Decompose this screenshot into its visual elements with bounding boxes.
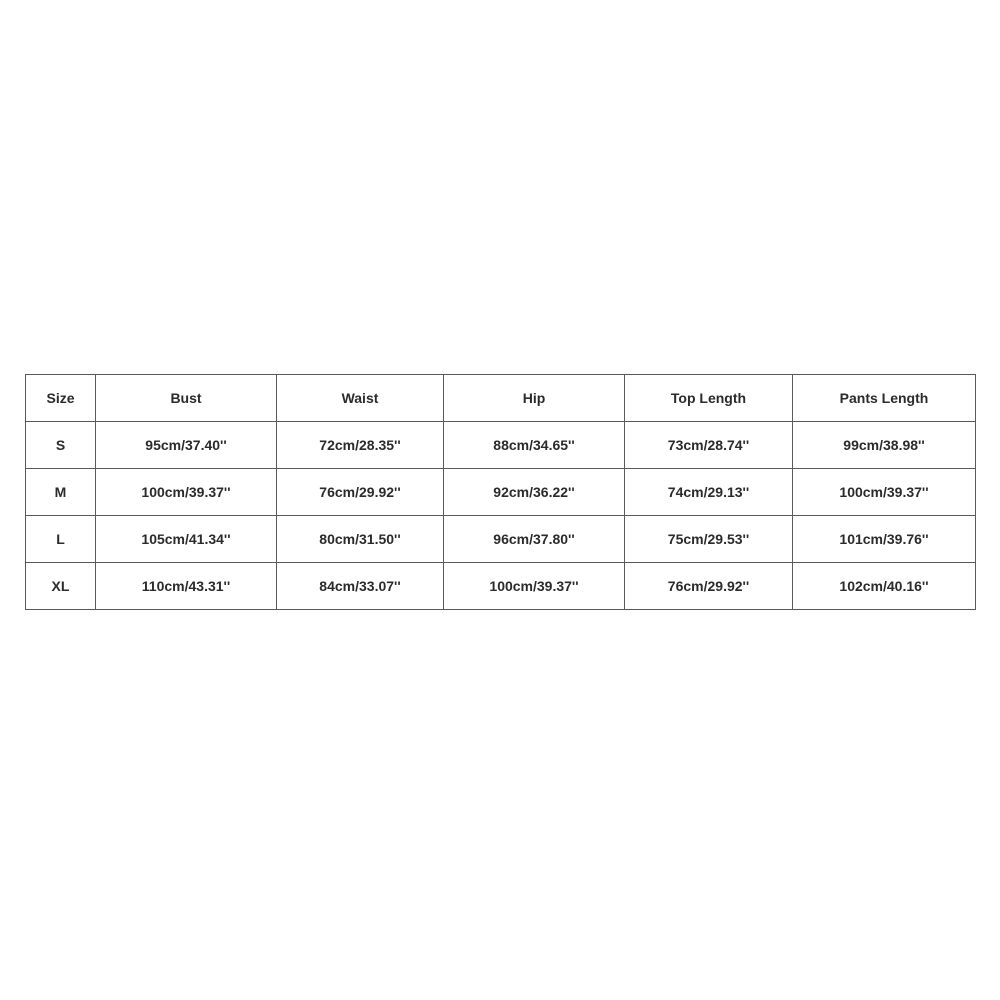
waist-cell: 84cm/33.07'' [277,563,444,610]
header-cell-top-length: Top Length [625,375,793,422]
hip-cell: 88cm/34.65'' [444,422,625,469]
table-row [26,516,976,563]
size-cell: XL [26,563,96,610]
header-cell-bust: Bust [96,375,277,422]
header-cell-pants-length: Pants Length [793,375,976,422]
table-header-row [26,375,976,422]
header-cell-waist: Waist [277,375,444,422]
size-chart-table [25,374,976,610]
size-cell: M [26,469,96,516]
table-row [26,563,976,610]
pants-length-cell: 99cm/38.98'' [793,422,976,469]
size-cell: S [26,422,96,469]
bust-cell: 95cm/37.40'' [96,422,277,469]
hip-cell: 92cm/36.22'' [444,469,625,516]
top-length-cell: 73cm/28.74'' [625,422,793,469]
bust-cell: 105cm/41.34'' [96,516,277,563]
pants-length-cell: 100cm/39.37'' [793,469,976,516]
hip-cell: 96cm/37.80'' [444,516,625,563]
pants-length-cell: 102cm/40.16'' [793,563,976,610]
top-length-cell: 76cm/29.92'' [625,563,793,610]
header-cell-size: Size [26,375,96,422]
table-row [26,422,976,469]
waist-cell: 76cm/29.92'' [277,469,444,516]
bust-cell: 100cm/39.37'' [96,469,277,516]
size-cell: L [26,516,96,563]
pants-length-cell: 101cm/39.76'' [793,516,976,563]
header-cell-hip: Hip [444,375,625,422]
top-length-cell: 75cm/29.53'' [625,516,793,563]
waist-cell: 80cm/31.50'' [277,516,444,563]
bust-cell: 110cm/43.31'' [96,563,277,610]
waist-cell: 72cm/28.35'' [277,422,444,469]
top-length-cell: 74cm/29.13'' [625,469,793,516]
table-row [26,469,976,516]
hip-cell: 100cm/39.37'' [444,563,625,610]
